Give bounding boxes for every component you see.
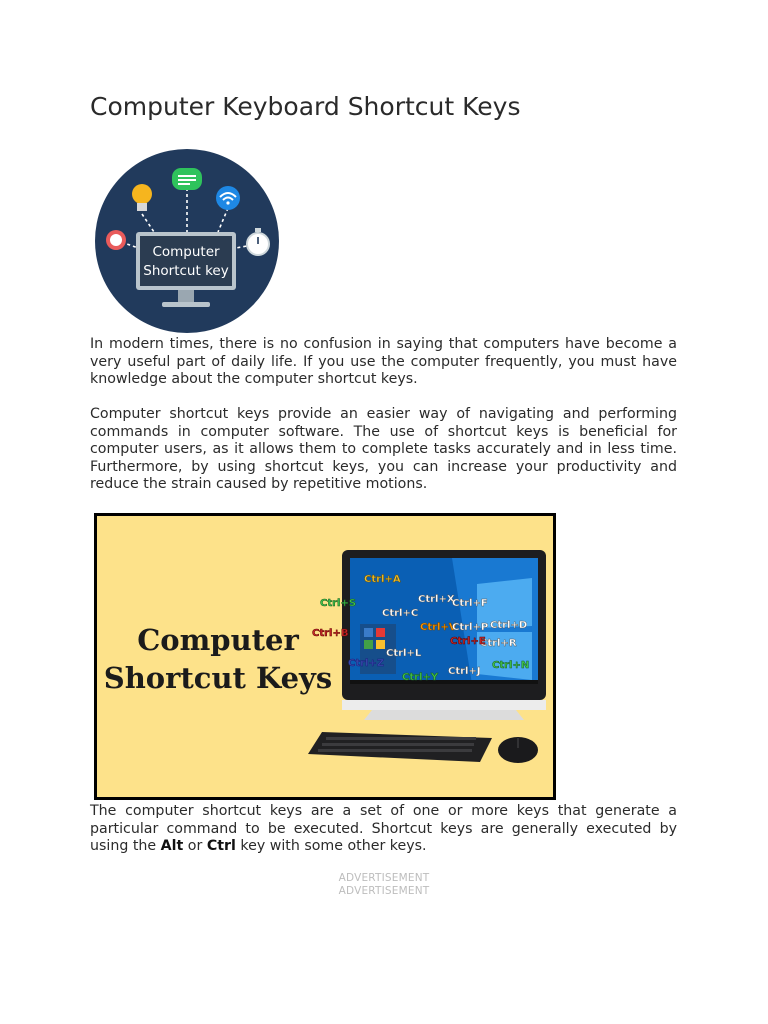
sticker-ctrl-c: Ctrl+C xyxy=(382,608,419,619)
banner-title-line1: Computer xyxy=(137,623,299,657)
sticker-ctrl-l: Ctrl+L xyxy=(386,648,422,659)
banner-title xyxy=(103,621,333,697)
sticker-ctrl-r: Ctrl+R xyxy=(480,638,517,649)
sticker-ctrl-z: Ctrl+Z xyxy=(348,658,385,669)
computer-illustration xyxy=(302,544,552,774)
sticker-ctrl-y: Ctrl+Y xyxy=(402,672,439,683)
shortcut-key-illustration xyxy=(94,148,280,334)
sticker-ctrl-s: Ctrl+S xyxy=(320,598,357,609)
sticker-ctrl-n: Ctrl+N xyxy=(492,660,530,671)
page-title: Computer Keyboard Shortcut Keys xyxy=(90,92,521,121)
figure1-line2: Shortcut key xyxy=(143,263,229,279)
sticker-ctrl-e: Ctrl+E xyxy=(450,636,486,647)
definition-paragraph xyxy=(90,803,677,856)
advertisement-label: ADVERTISEMENT xyxy=(338,872,430,884)
definition-text-start: The computer shortcut keys are a set of one or more keys that generate a particular command to be executed. Shortcut keys are generally executed by using the xyxy=(90,803,677,854)
sticker-ctrl-x: Ctrl+X xyxy=(418,594,455,605)
shortcut-keys-banner xyxy=(94,513,556,800)
sticker-ctrl-a: Ctrl+A xyxy=(364,574,401,585)
advertisement-label: ADVERTISEMENT xyxy=(338,885,430,897)
sticker-ctrl-b: Ctrl+B xyxy=(312,628,349,639)
sticker-ctrl-d: Ctrl+D xyxy=(490,620,528,631)
alt-key: Alt xyxy=(160,838,184,854)
target-icon xyxy=(106,230,126,250)
banner-title-line2: Shortcut Keys xyxy=(103,661,333,695)
sticker-ctrl-p: Ctrl+P xyxy=(452,622,489,633)
figure1-line1: Computer xyxy=(152,244,220,260)
intro-paragraph: In modern times, there is no confusion in saying that computers have become a very useful part of daily life. If you use the computer frequently, you must have knowledge about the computer shortcut keys. xyxy=(90,336,677,387)
definition-text-mid: or xyxy=(183,838,207,854)
sticker-ctrl-v: Ctrl+V xyxy=(420,622,457,633)
chat-icon xyxy=(172,168,202,190)
sticker-ctrl-f: Ctrl+F xyxy=(452,598,488,609)
ctrl-key: Ctrl xyxy=(206,838,236,854)
sticker-ctrl-j: Ctrl+J xyxy=(448,666,481,677)
benefits-paragraph: Computer shortcut keys provide an easier way of navigating and performing commands in computer software. The use of shortcut keys is beneficial for computer users, as it allows them to complete tasks accurately and in less time. Furthermore, by using shortcut keys, you can increase your productivity and reduce the strain caused by repetitive motions. xyxy=(90,406,677,492)
wifi-icon xyxy=(216,186,240,210)
definition-text-end: key with some other keys. xyxy=(235,838,427,854)
